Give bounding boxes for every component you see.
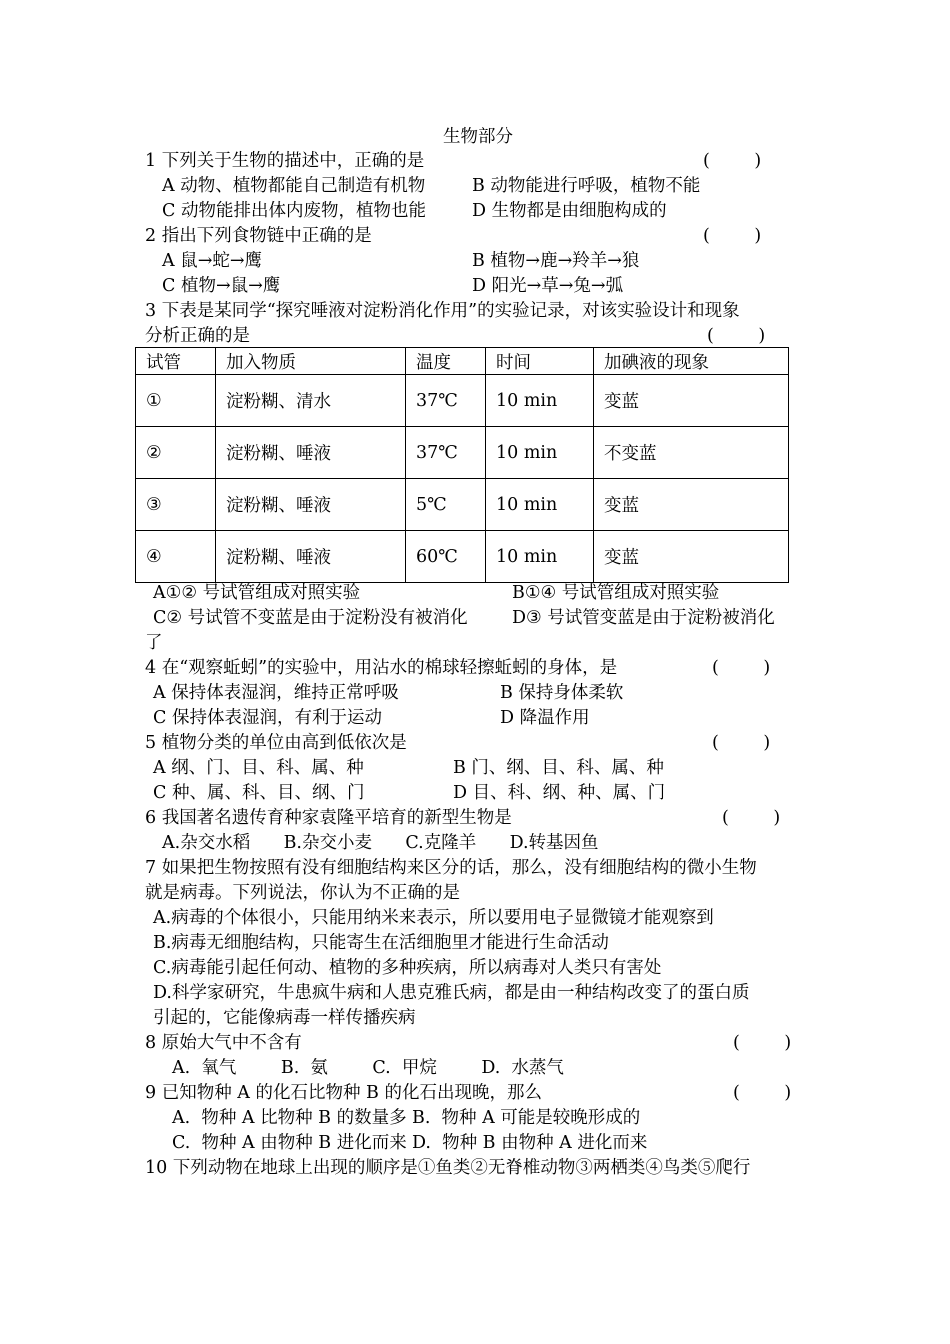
q3-option-d: D③ 号试管变蓝是由于淀粉被消化 bbox=[512, 608, 775, 628]
question-8-stem: 8 原始大气中不含有 bbox=[145, 1033, 302, 1053]
question-9-stem: 9 已知物种 A 的化石比物种 B 的化石出现晚，那么 bbox=[145, 1083, 542, 1103]
table-cell: 10 min bbox=[486, 531, 594, 583]
q4-option-d: D 降温作用 bbox=[500, 708, 590, 728]
section-title: 生物部分 bbox=[443, 127, 513, 147]
table-cell: 60℃ bbox=[406, 531, 486, 583]
q3-option-c: C② 号试管不变蓝是由于淀粉没有被消化 bbox=[153, 608, 468, 628]
question-4-stem: 4 在“观察蚯蚓”的实验中，用沾水的棉球轻擦蚯蚓的身体，是 bbox=[145, 658, 618, 678]
table-row bbox=[136, 531, 789, 583]
question-3-stem-cont: 分析正确的是 bbox=[145, 326, 250, 346]
q9-option-c: C. 物种 A 由物种 B 进化而来 bbox=[172, 1133, 407, 1153]
question-7-stem-cont: 就是病毒。下列说法，你认为不正确的是 bbox=[145, 883, 460, 903]
answer-blank-1: ( ) bbox=[703, 151, 762, 171]
q1-option-d: D 生物都是由细胞构成的 bbox=[472, 201, 667, 221]
q5-option-c: C 种、属、科、目、纲、门 bbox=[153, 783, 365, 803]
q7-option-d: D.科学家研究，牛患疯牛病和人患克雅氏病，都是由一种结构改变了的蛋白质 bbox=[153, 983, 750, 1003]
q1-option-b: B 动物能进行呼吸，植物不能 bbox=[472, 176, 701, 196]
table-cell: 10 min bbox=[486, 479, 594, 531]
q6-options: A.杂交水稻 B.杂交小麦 C.克隆羊 D.转基因鱼 bbox=[162, 833, 599, 853]
answer-blank-9: ( ) bbox=[733, 1083, 792, 1103]
q5-option-a: A 纲、门、目、科、属、种 bbox=[153, 758, 364, 778]
q2-option-c: C 植物→鼠→鹰 bbox=[162, 276, 281, 296]
q5-option-d: D 目、科、纲、种、属、门 bbox=[453, 783, 666, 803]
table-cell: ① bbox=[136, 375, 216, 427]
answer-blank-6: ( ) bbox=[722, 808, 781, 828]
question-10-stem: 10 下列动物在地球上出现的顺序是①鱼类②无脊椎动物③两栖类④鸟类⑤爬行 bbox=[145, 1158, 751, 1178]
q7-option-b: B.病毒无细胞结构，只能寄生在活细胞里才能进行生命活动 bbox=[153, 933, 609, 953]
q4-option-a: A 保持体表湿润，维持正常呼吸 bbox=[153, 683, 399, 703]
q2-option-b: B 植物→鹿→羚羊→狼 bbox=[472, 251, 640, 271]
table-cell: 37℃ bbox=[406, 375, 486, 427]
q1-option-c: C 动物能排出体内废物，植物也能 bbox=[162, 201, 426, 221]
q3-option-a: A①② 号试管组成对照实验 bbox=[153, 583, 361, 603]
answer-blank-3: ( ) bbox=[707, 326, 766, 346]
answer-blank-2: ( ) bbox=[703, 226, 762, 246]
q9-option-d: D. 物种 B 由物种 A 进化而来 bbox=[412, 1133, 648, 1153]
q8-options: A. 氧气 B. 氨 C. 甲烷 D. 水蒸气 bbox=[172, 1058, 564, 1078]
q2-option-d: D 阳光→草→兔→弧 bbox=[472, 276, 624, 296]
table-cell: ② bbox=[136, 427, 216, 479]
table-cell: ④ bbox=[136, 531, 216, 583]
question-6-stem: 6 我国著名遗传育种家袁隆平培育的新型生物是 bbox=[145, 808, 512, 828]
table-cell: 淀粉糊、清水 bbox=[216, 375, 406, 427]
question-3-stem: 3 下表是某同学“探究唾液对淀粉消化作用”的实验记录，对该实验设计和现象 bbox=[145, 301, 740, 321]
table-cell: 变蓝 bbox=[594, 531, 789, 583]
experiment-table bbox=[135, 347, 789, 583]
q7-option-d-cont: 引起的，它能像病毒一样传播疾病 bbox=[153, 1008, 416, 1028]
table-header: 温度 bbox=[406, 348, 486, 375]
table-cell: 淀粉糊、唾液 bbox=[216, 479, 406, 531]
table-row bbox=[136, 479, 789, 531]
q4-option-c: C 保持体表湿润，有利于运动 bbox=[153, 708, 382, 728]
table-header: 试管 bbox=[136, 348, 216, 375]
table-cell: 10 min bbox=[486, 427, 594, 479]
table-cell: 淀粉糊、唾液 bbox=[216, 531, 406, 583]
question-5-stem: 5 植物分类的单位由高到低依次是 bbox=[145, 733, 407, 753]
table-cell: ③ bbox=[136, 479, 216, 531]
table-cell: 37℃ bbox=[406, 427, 486, 479]
answer-blank-8: ( ) bbox=[733, 1033, 792, 1053]
table-cell: 变蓝 bbox=[594, 375, 789, 427]
table-header: 加入物质 bbox=[216, 348, 406, 375]
answer-blank-5: ( ) bbox=[712, 733, 771, 753]
q1-option-a: A 动物、植物都能自己制造有机物 bbox=[162, 176, 426, 196]
table-header: 时间 bbox=[486, 348, 594, 375]
q9-option-b: B. 物种 A 可能是较晚形成的 bbox=[412, 1108, 641, 1128]
q7-option-a: A.病毒的个体很小，只能用纳米来表示，所以要用电子显微镜才能观察到 bbox=[153, 908, 714, 928]
answer-blank-4: ( ) bbox=[712, 658, 771, 678]
table-cell: 10 min bbox=[486, 375, 594, 427]
question-2-stem: 2 指出下列食物链中正确的是 bbox=[145, 226, 372, 246]
q2-option-a: A 鼠→蛇→鹰 bbox=[162, 251, 263, 271]
table-row bbox=[136, 375, 789, 427]
q5-option-b: B 门、纲、目、科、属、种 bbox=[453, 758, 664, 778]
table-cell: 5℃ bbox=[406, 479, 486, 531]
q3-option-b: B①④ 号试管组成对照实验 bbox=[512, 583, 720, 603]
question-1-stem: 1 下列关于生物的描述中，正确的是 bbox=[145, 151, 425, 171]
table-header-row bbox=[136, 348, 789, 375]
table-cell: 淀粉糊、唾液 bbox=[216, 427, 406, 479]
q3-option-d-cont: 了 bbox=[145, 633, 163, 653]
table-header: 加碘液的现象 bbox=[594, 348, 789, 375]
q4-option-b: B 保持身体柔软 bbox=[500, 683, 624, 703]
table-row bbox=[136, 427, 789, 479]
question-7-stem: 7 如果把生物按照有没有细胞结构来区分的话，那么，没有细胞结构的微小生物 bbox=[145, 858, 757, 878]
table-cell: 变蓝 bbox=[594, 479, 789, 531]
q7-option-c: C.病毒能引起任何动、植物的多种疾病，所以病毒对人类只有害处 bbox=[153, 958, 662, 978]
q9-option-a: A. 物种 A 比物种 B 的数量多 bbox=[172, 1108, 407, 1128]
table-cell: 不变蓝 bbox=[594, 427, 789, 479]
